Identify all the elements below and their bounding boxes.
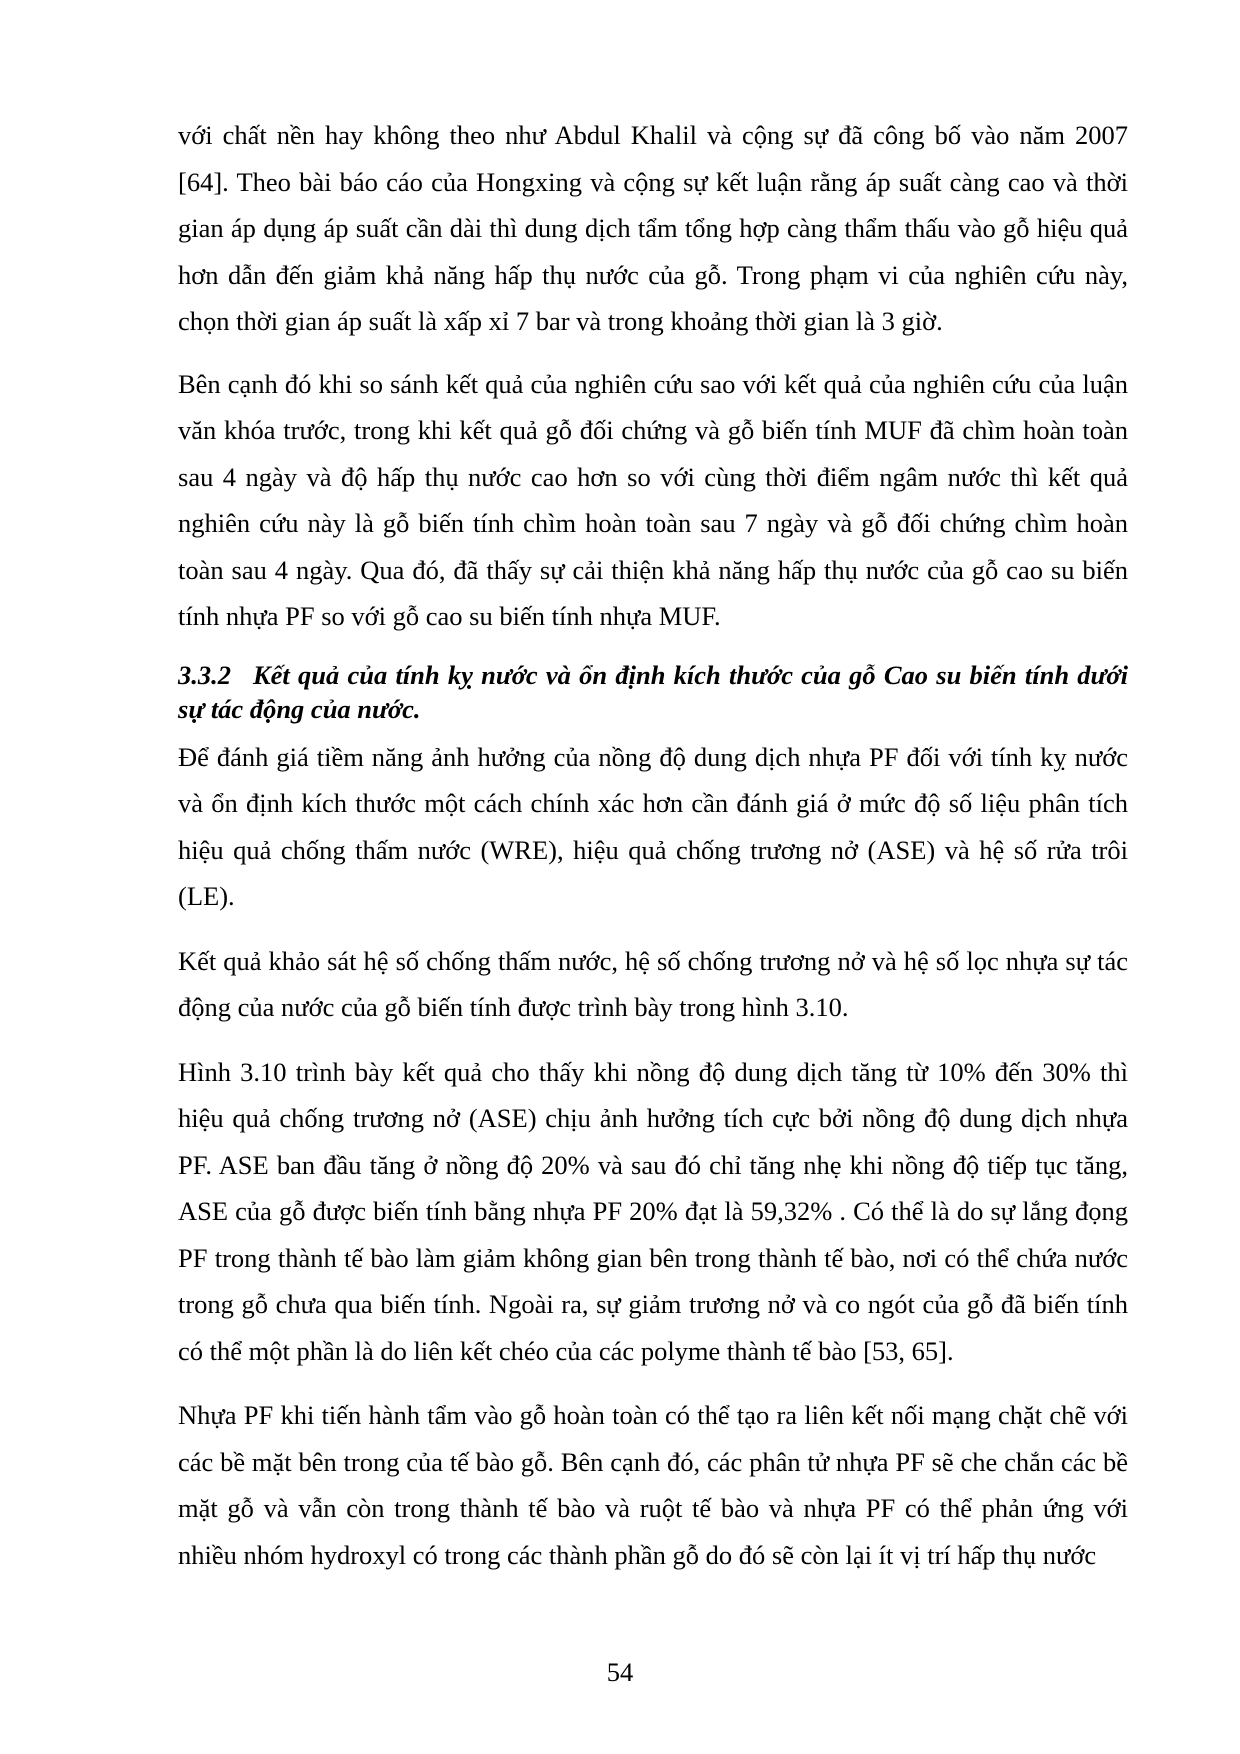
page-number: 54	[606, 1657, 634, 1687]
paragraph-comparison-muf: Bên cạnh đó khi so sánh kết quả của nghiên cứu sao với kết quả của nghiên cứu của luận văn khóa trước, trong khi kết quả gỗ đối chứng và gỗ biến tính MUF đã chìm hoàn toàn sau 4 ngày và độ hấp thụ nước cao hơn so với cùng thời điểm ngâm nước thì kết quả nghiên cứu này là gỗ biến tính chìm hoàn toàn sau 7 ngày và gỗ đối chứng chìm hoàn toàn sau 4 ngày. Qua đó, đã thấy sự cải thiện khả năng hấp thụ nước của gỗ cao su biến tính nhựa PF so với gỗ cao su biến tính nhựa MUF.	[178, 368, 1128, 631]
section-heading-3-3-2	[178, 658, 1128, 726]
paragraph-pressure-conditions: với chất nền hay không theo như Abdul Khalil và cộng sự đã công bố vào năm 2007 [64]. Theo bài báo cáo của Hongxing và cộng sự kết luận rằng áp suất càng cao và thời gian áp dụng áp suất cần dài thì dung dịch tẩm tổng hợp càng thẩm thấu vào gỗ hiệu quả hơn dẫn đến giảm khả năng hấp thụ nước của gỗ. Trong phạm vi của nghiên cứu này, chọn thời gian áp suất là xấp xỉ 7 bar và trong khoảng thời gian là 3 giờ.	[178, 120, 1128, 336]
document-page	[178, 112, 1128, 1578]
paragraph-evaluation-criteria: Để đánh giá tiềm năng ảnh hưởng của nồng độ dung dịch nhựa PF đối với tính kỵ nước và ổn định kích thước một cách chính xác hơn cần đánh giá ở mức độ số liệu phân tích hiệu quả chống thấm nước (WRE), hiệu quả chống trương nở (ASE) và hệ số rửa trôi (LE).	[178, 741, 1128, 911]
section-number: 3.3.2	[178, 659, 231, 690]
paragraph-survey-results: Kết quả khảo sát hệ số chống thấm nước, hệ số chống trương nở và hệ số lọc nhựa sự tác động của nước của gỗ biến tính được trình bày trong hình 3.10.	[178, 945, 1128, 1022]
paragraph-pf-resin-bonding: Nhựa PF khi tiến hành tẩm vào gỗ hoàn toàn có thể tạo ra liên kết nối mạng chặt chẽ với các bề mặt bên trong của tế bào gỗ. Bên cạnh đó, các phân tử nhựa PF sẽ che chắn các bề mặt gỗ và vẫn còn trong thành tế bào và ruột tế bào và nhựa PF có thể phản ứng với nhiều nhóm hydroxyl có trong các thành phần gỗ do đó sẽ còn lại ít vị trí hấp thụ nước	[178, 1400, 1128, 1570]
paragraph-ase-analysis: Hình 3.10 trình bày kết quả cho thấy khi nồng độ dung dịch tăng từ 10% đến 30% thì hiệu quả chống trương nở (ASE) chịu ảnh hưởng tích cực bởi nồng độ dung dịch nhựa PF. ASE ban đầu tăng ở nồng độ 20% và sau đó chỉ tăng nhẹ khi nồng độ tiếp tục tăng, ASE của gỗ được biến tính bằng nhựa PF 20% đạt là 59,32% . Có thể là do sự lắng đọng PF trong thành tế bào làm giảm không gian bên trong thành tế bào, nơi có thể chứa nước trong gỗ chưa qua biến tính. Ngoài ra, sự giảm trương nở và co ngót của gỗ đã biến tính có thể một phần là do liên kết chéo của các polyme thành tế bào [53, 65].	[178, 1056, 1128, 1366]
section-title: Kết quả của tính kỵ nước và ổn định kích thước của gỗ Cao su biến tính dưới sự tác động của nước.	[178, 659, 1128, 724]
